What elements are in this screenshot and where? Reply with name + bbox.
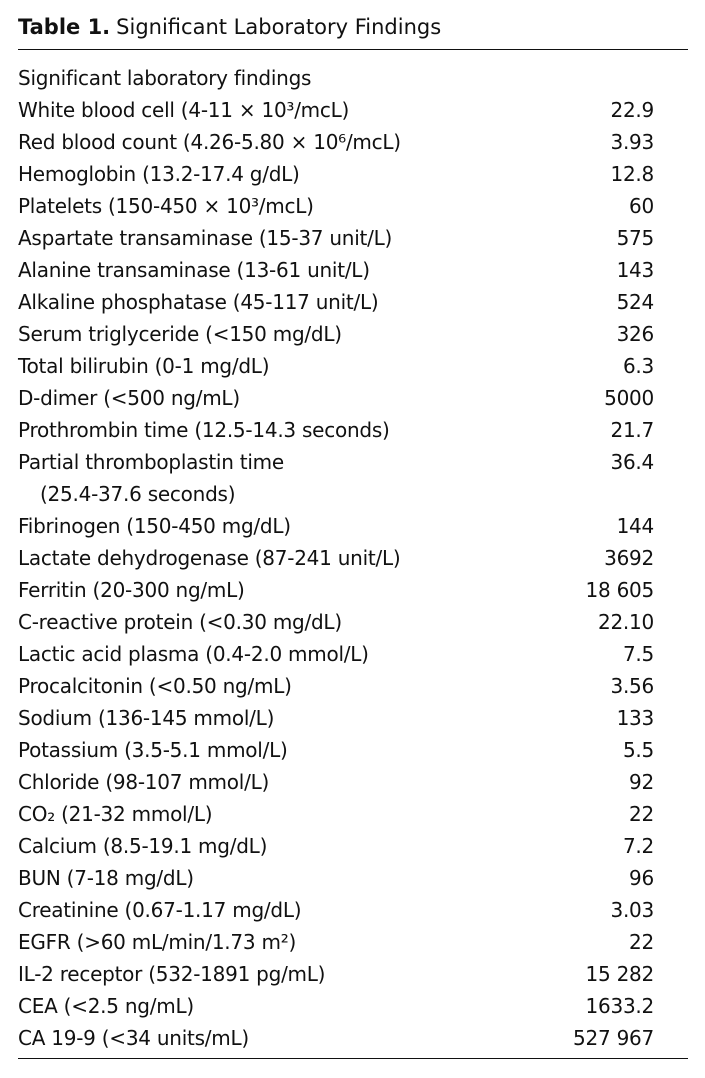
row-value: 7.2 — [622, 834, 654, 858]
table-row — [18, 798, 654, 830]
row-value: 527 967 — [573, 1026, 654, 1050]
row-value: 143 — [616, 258, 654, 282]
row-value: 3.56 — [610, 674, 654, 698]
table-row — [18, 510, 654, 542]
row-value: 21.7 — [610, 418, 654, 442]
row-label: Platelets (150-450 × 10³/mcL) — [18, 194, 314, 218]
table-heading: Significant laboratory findings — [18, 66, 312, 90]
row-label: CA 19-9 (<34 units/mL) — [18, 1026, 249, 1050]
table-row — [18, 190, 654, 222]
table-top-rule — [18, 49, 688, 50]
table-row — [18, 830, 654, 862]
table-row — [18, 638, 654, 670]
table-row — [18, 158, 654, 190]
row-label: Sodium (136-145 mmol/L) — [18, 706, 275, 730]
table-row — [18, 606, 654, 638]
row-value: 15 282 — [585, 962, 654, 986]
row-value: 133 — [616, 706, 654, 730]
row-label — [18, 446, 284, 510]
row-label: Alanine transaminase (13-61 unit/L) — [18, 258, 370, 282]
row-label: Serum triglyceride (<150 mg/dL) — [18, 322, 342, 346]
row-value: 92 — [629, 770, 654, 794]
row-label: White blood cell (4-11 × 10³/mcL) — [18, 98, 350, 122]
table-row — [18, 702, 654, 734]
row-label: EGFR (>60 mL/min/1.73 m²) — [18, 930, 297, 954]
row-label-continuation: (25.4-37.6 seconds) — [40, 482, 236, 506]
row-label: BUN (7-18 mg/dL) — [18, 866, 194, 890]
row-label-line: Partial thromboplastin time — [18, 450, 284, 474]
table-row — [18, 94, 654, 126]
row-value: 18 605 — [585, 578, 654, 602]
row-label: Prothrombin time (12.5-14.3 seconds) — [18, 418, 390, 442]
row-label: Procalcitonin (<0.50 ng/mL) — [18, 674, 292, 698]
row-label: Chloride (98-107 mmol/L) — [18, 770, 270, 794]
table-row — [18, 350, 654, 382]
row-label: Fibrinogen (150-450 mg/dL) — [18, 514, 291, 538]
row-value: 22 — [629, 930, 654, 954]
row-value: 3.03 — [610, 898, 654, 922]
table-row — [18, 958, 654, 990]
row-label: Red blood count (4.26-5.80 × 10⁶/mcL) — [18, 130, 401, 154]
row-label: Potassium (3.5-5.1 mmol/L) — [18, 738, 288, 762]
table-row — [18, 414, 654, 446]
table-row — [18, 542, 654, 574]
row-value: 3692 — [604, 546, 654, 570]
row-label: CO₂ (21-32 mmol/L) — [18, 802, 213, 826]
table-caption-label: Table 1. — [18, 15, 111, 39]
row-value: 22 — [629, 802, 654, 826]
row-value: 22.10 — [597, 610, 654, 634]
row-value: 7.5 — [622, 642, 654, 666]
table-row — [18, 574, 654, 606]
row-label: IL-2 receptor (532-1891 pg/mL) — [18, 962, 326, 986]
row-label: Ferritin (20-300 ng/mL) — [18, 578, 245, 602]
row-label: C-reactive protein (<0.30 mg/dL) — [18, 610, 342, 634]
table-row — [18, 126, 654, 158]
table-caption — [18, 12, 441, 42]
table-row — [18, 222, 654, 254]
row-value: 12.8 — [610, 162, 654, 186]
row-value: 36.4 — [610, 450, 654, 474]
table-row — [18, 894, 654, 926]
row-label: Lactate dehydrogenase (87-241 unit/L) — [18, 546, 401, 570]
table-bottom-rule — [18, 1058, 688, 1059]
row-label: Alkaline phosphatase (45-117 unit/L) — [18, 290, 379, 314]
table-row — [18, 734, 654, 766]
table-row — [18, 254, 654, 286]
row-value: 1633.2 — [585, 994, 654, 1018]
row-label: Lactic acid plasma (0.4-2.0 mmol/L) — [18, 642, 369, 666]
row-value: 5.5 — [622, 738, 654, 762]
row-value: 3.93 — [610, 130, 654, 154]
table-row — [18, 1022, 654, 1054]
table-row — [18, 926, 654, 958]
row-label: Total bilirubin (0-1 mg/dL) — [18, 354, 270, 378]
table-row — [18, 446, 654, 510]
row-value: 524 — [616, 290, 654, 314]
table-row — [18, 286, 654, 318]
row-label: Hemoglobin (13.2-17.4 g/dL) — [18, 162, 300, 186]
row-value: 96 — [629, 866, 654, 890]
row-value: 326 — [616, 322, 654, 346]
table-row — [18, 318, 654, 350]
table-row — [18, 382, 654, 414]
row-label: Creatinine (0.67-1.17 mg/dL) — [18, 898, 302, 922]
row-value: 5000 — [604, 386, 654, 410]
table-row — [18, 670, 654, 702]
row-value: 60 — [629, 194, 654, 218]
row-label: Calcium (8.5-19.1 mg/dL) — [18, 834, 268, 858]
row-label: CEA (<2.5 ng/mL) — [18, 994, 194, 1018]
row-value: 144 — [616, 514, 654, 538]
row-value: 22.9 — [610, 98, 654, 122]
table-row — [18, 766, 654, 798]
table-row — [18, 990, 654, 1022]
row-label: D-dimer (<500 ng/mL) — [18, 386, 240, 410]
table-row — [18, 862, 654, 894]
table-caption-title: Significant Laboratory Findings — [116, 15, 442, 39]
row-value: 575 — [616, 226, 654, 250]
lab-findings-table — [18, 62, 654, 1054]
row-value: 6.3 — [622, 354, 654, 378]
row-label: Aspartate transaminase (15-37 unit/L) — [18, 226, 393, 250]
